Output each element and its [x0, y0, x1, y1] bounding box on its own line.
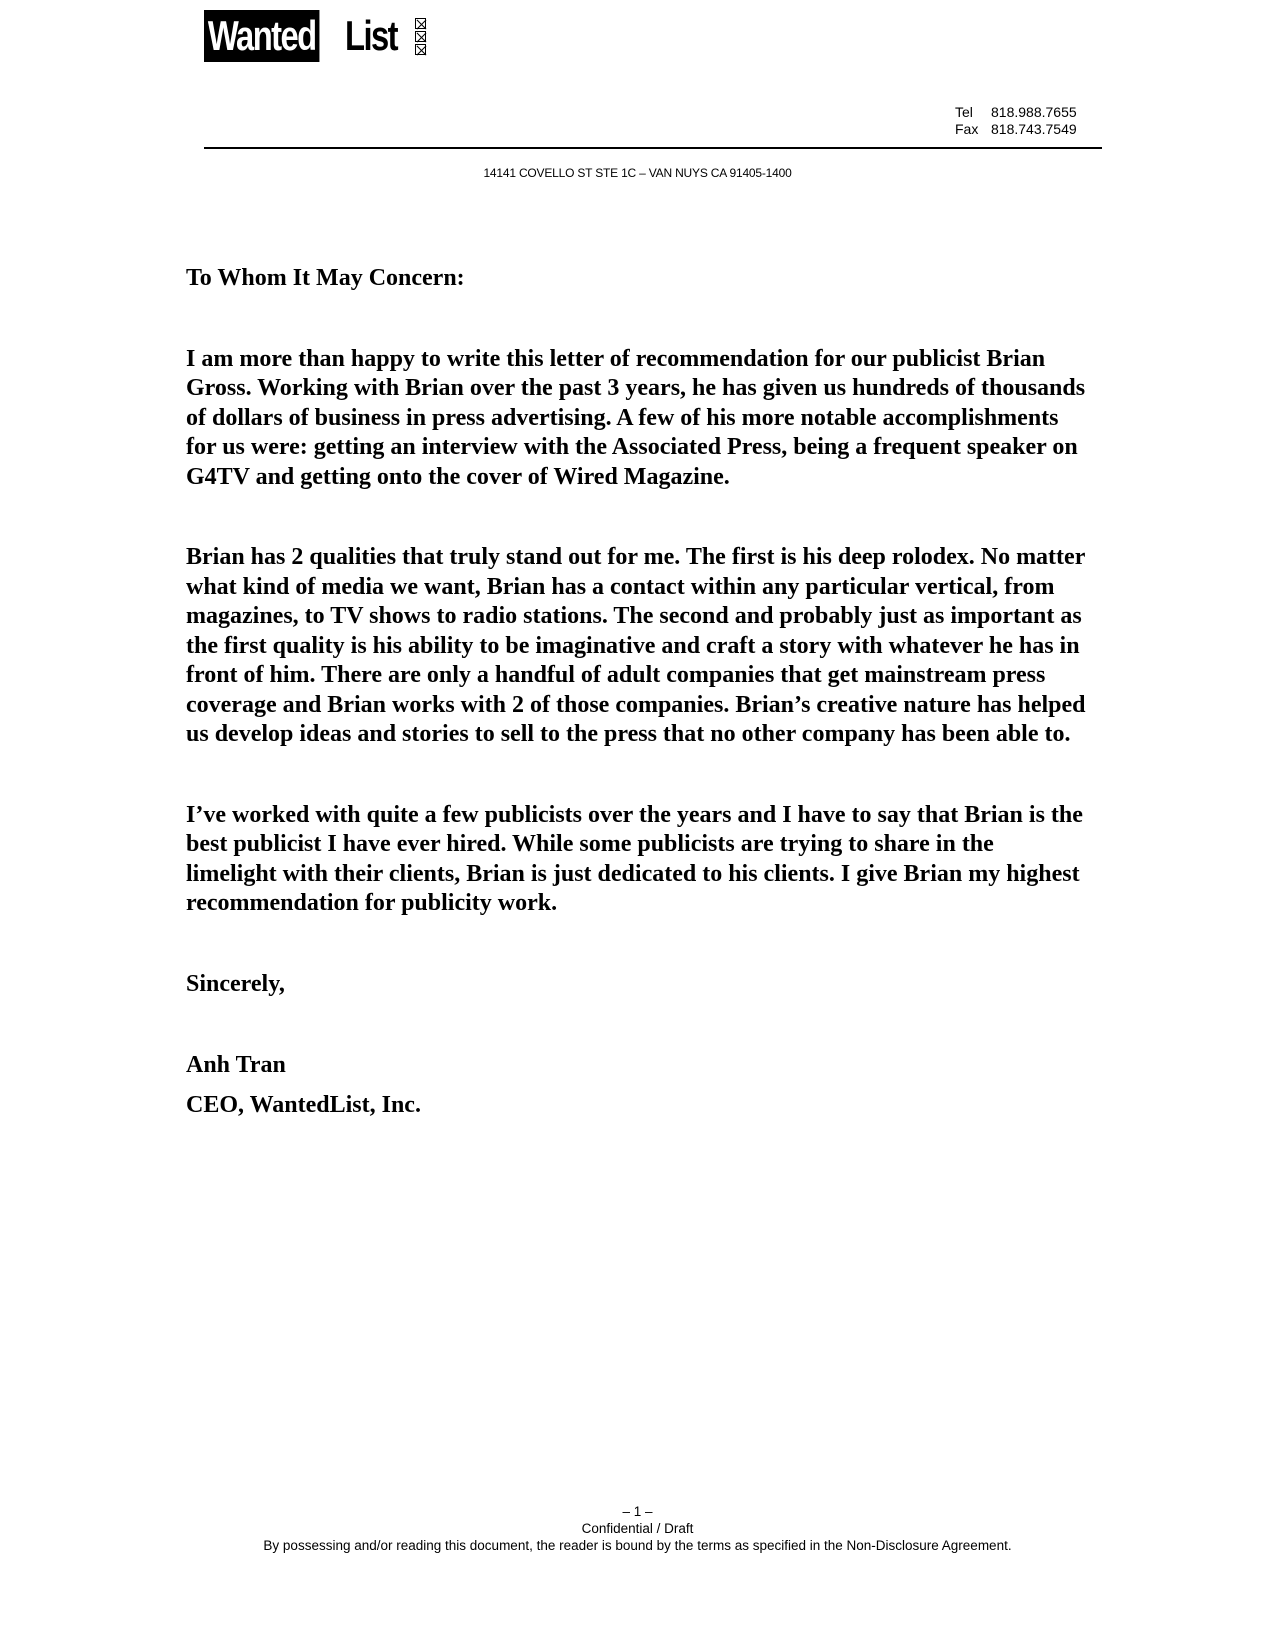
- tel-label: Tel: [955, 104, 973, 120]
- fax-label: Fax: [955, 121, 979, 137]
- fax-row: [955, 121, 1077, 138]
- confidential-label: Confidential / Draft: [581, 1521, 694, 1536]
- closing: Sincerely,: [186, 970, 285, 997]
- salutation: To Whom It May Concern:: [186, 265, 465, 291]
- paragraph-1: I am more than happy to write this letter of recommendation for our publicist Brian Gross. Working with Brian over the past 3 years, he has given us hundreds of thousands of dollars of business in press advertising. A few of his more notable accomplishments for us were: getting an interview with the Associated Press, being a frequent speaker on G4TV and getting onto the cover of Wired Magazine.: [186, 345, 1086, 490]
- fax-value: 818.743.7549: [991, 121, 1077, 137]
- x-box-icon: [415, 18, 426, 29]
- signer-title: CEO, WantedList, Inc.: [186, 1091, 421, 1118]
- signer-name: Anh Tran: [186, 1052, 286, 1078]
- paragraph-3: I’ve worked with quite a few publicists over the years and I have to say that Brian is the best publicist I have ever hired. While some publicists are trying to share in the limelight with their clients, Brian is just dedicated to his clients. I give Brian my highest recommendation for publicity work.: [186, 801, 1083, 916]
- page-number: – 1 –: [622, 1504, 653, 1519]
- x-box-icon: [415, 31, 426, 42]
- page-footer: [0, 1503, 1275, 1554]
- paragraph-2: Brian has 2 qualities that truly stand out for me. The first is his deep rolodex. No matter what kind of media we want, Brian has a contact within any particular vertical, from magazines, to TV shows to radio stations. The second and probably just as important as the first quality is his ability to be imaginative and craft a story with whatever he has in front of him. There are only a handful of adult companies that get mainstream press coverage and Brian works with 2 of those companies. Brian’s creative nature has helped us develop ideas and stories to sell to the press that no other company has been able to.: [186, 544, 1086, 747]
- logo-wanted-text: Wanted: [204, 10, 320, 62]
- tel-value: 818.988.7655: [991, 104, 1077, 120]
- nda-disclaimer: By possessing and/or reading this document, the reader is bound by the terms as specified in the Non-Disclosure Agreement.: [263, 1538, 1012, 1553]
- tel-row: [955, 104, 1077, 121]
- logo-checkbox-icon: [415, 18, 426, 55]
- wantedlist-logo: [204, 10, 398, 62]
- header-divider: [204, 147, 1102, 149]
- letter-body: [186, 264, 1086, 1120]
- x-box-icon: [415, 44, 426, 55]
- contact-info: [955, 104, 1077, 138]
- company-address: 14141 COVELLO ST STE 1C – VAN NUYS CA 91405-1400: [483, 166, 792, 180]
- logo-list-text: List: [345, 12, 398, 59]
